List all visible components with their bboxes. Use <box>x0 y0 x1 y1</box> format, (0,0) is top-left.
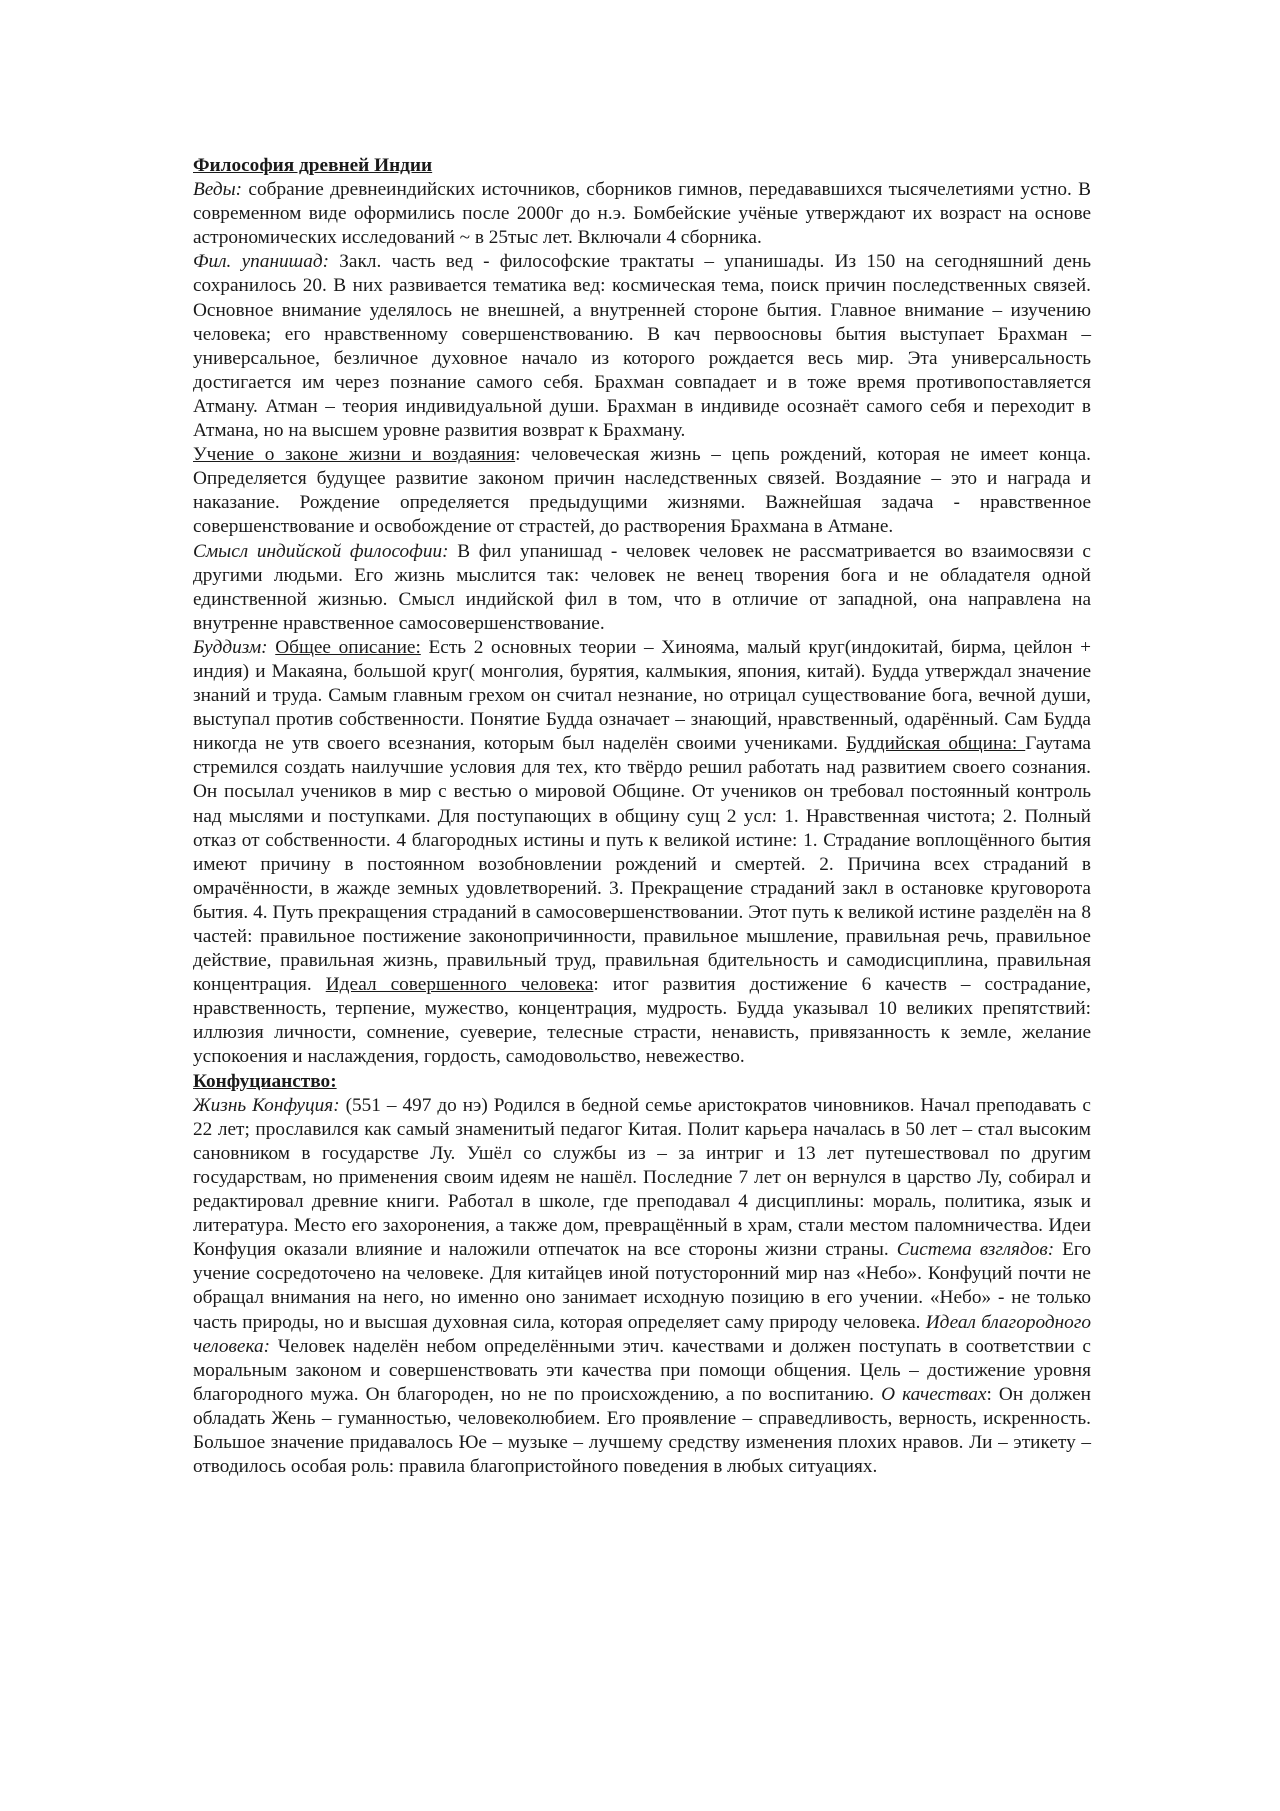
text-run: : итог развития достижение 6 качеств – сострадание, нравственность, терпение, мужество, концентрация, мудрость. Будда указывал 10 великих препятствий: иллюзия личности, сомнение, суеверие, телесные страсти, ненависть, привязанность к земле, желание успокоения и наслаждения, гордость, самодовольство, невежество. <box>193 974 1092 1068</box>
paragraph <box>193 1094 1091 1480</box>
text-run: Человек наделён небом определёнными этич. качествами и должен поступать в соответствии с моральным законом и совершенствовать эти качества при помощи общения. Цель – достижение уровня благородного мужа. Он благороден, но не по происхождению, а по воспитанию. <box>193 1335 1091 1405</box>
paragraph <box>193 178 1091 250</box>
paragraph <box>193 1070 1091 1094</box>
styled-text-run: Жизнь Конфуция: <box>193 1094 340 1116</box>
styled-text-run: Буддизм: <box>193 636 268 658</box>
text-run: Закл. часть вед - философские трактаты – упанишады. Из 150 на сегодняшний день сохранилось 20. В них развивается тематика вед: космическая тема, поиск причин последственных связей. Основное внимание уделялось не внешней, а внутренней стороне бытия. Главное внимание – изучению человека; его нравственному совершенствованию. В кач первоосновы бытия выступает Брахман – универсальное, безличное духовное начало из которого рождается весь мир. Эта универсальность достигается им через познание самого себя. Брахман совпадает и в тоже время противопоставляется Атману. Атман – теория индивидуальной души. Брахман в индивиде осознаёт самого себя и переходит в Атмана, но на высшем уровне развития возврат к Брахману. <box>193 251 1091 442</box>
text-run: собрание древнеиндийских источников, сборников гимнов, передававшихся тысячелетиями устно. В современном виде оформились после 2000г до н.э. Бомбейские учёные утверждают их возраст на основе астрономических исследований ~ в 25тыс лет. Включали 4 сборника. <box>193 179 1091 249</box>
styled-text-run: Смысл индийской философии: <box>193 540 449 562</box>
styled-text-run: Фил. упанишад: <box>193 251 330 273</box>
text-run: (551 – 497 до нэ) Родился в бедной семье аристократов чиновников. Начал преподавать с 22 лет; прославился как самый знаменитый педагог Китая. Полит карьера началась в 50 лет – стал высоким сановником в государстве Лу. Ушёл со службы из – за интриг и 13 лет путешествовал по другим государствам, но применения своим идеям не нашёл. Последние 7 лет он вернулся в царство Лу, собирал и редактировал древние книги. Работал в школе, где преподавал 4 дисциплины: мораль, политика, язык и литература. Место его захоронения, а также дом, превращённый в храм, стали местом паломничества. Идеи Конфуция оказали влияние и наложили отпечаток на все стороны жизни страны. <box>193 1094 1091 1261</box>
styled-text-run: Идеал благородного человека: <box>193 1311 1091 1357</box>
paragraph <box>193 540 1091 636</box>
paragraph <box>193 443 1091 539</box>
styled-text-run: Общее описание: <box>275 636 421 658</box>
text-run: Его учение сосредоточено на человеке. Для китайцев иной потусторонний мир наз «Небо». Конфуций почти не обращал внимания на него, но именно оно занимает исходную позицию в его учении. «Небо» - не только часть природы, но и высшая духовная сила, которая определяет саму природу человека. <box>193 1239 1091 1333</box>
styled-text-run: Буддийская община: <box>845 733 1026 755</box>
text-run: : человеческая жизнь – цепь рождений, которая не имеет конца. Определяется будущее развитие законом причин наследственных связей. Воздаяние – это и награда и наказание. Рождение определяется предыдущими жизнями. Важнейшая задача - нравственное совершенствование и освобождение от страстей, до растворения Брахмана в Атмане. <box>193 444 1091 538</box>
paragraph <box>193 250 1091 443</box>
styled-text-run: Конфуцианство: <box>193 1070 337 1092</box>
text-run: : Он должен обладать Жень – гуманностью, человеколюбием. Его проявление – справедливость, верность, искренность. Большое значение придавалось Юе – музыке – лучшему средству изменения плохих нравов. Ли – этикету – отводилось особая роль: правила благопристойного поведения в любых ситуациях. <box>193 1383 1091 1478</box>
text-run: В фил упанишад - человек человек не рассматривается во взаимосвязи с другими людьми. Его жизнь мыслится так: человек не венец творения бога и не обладателя одной единственной жизнью. Смысл индийской фил в том, что в отличие от западной, она направлена на внутренне нравственное самосовершенствование. <box>193 540 1091 634</box>
styled-text-run: Учение о законе жизни и воздаяния <box>193 444 516 466</box>
text-run: Есть 2 основных теории – Хинояма, малый круг(индокитай, бирма, цейлон + индия) и Макаяна, большой круг( монголия, бурятия, калмыкия, япония, китай). Будда утверждал значение знаний и труда. Самым главным грехом он считал незнание, но отрицал существование бога, вечной души, выступал против собственности. Понятие Будда означает – знающий, нравственный, одарённый. Сам Будда никогда не утв своего всезнания, которым был наделён своими учениками. <box>193 636 1091 755</box>
styled-text-run: О качествах <box>881 1383 987 1405</box>
paragraph <box>193 636 1091 1070</box>
document-title: Философия древней Индии <box>193 155 433 176</box>
styled-text-run: Веды: <box>193 179 243 201</box>
document-body <box>193 178 1091 1479</box>
styled-text-run: Система взглядов: <box>896 1239 1055 1261</box>
document-page <box>193 154 1091 1479</box>
styled-text-run: Идеал совершенного человека <box>325 974 594 996</box>
text-run: Гаутама стремился создать наилучшие условия для тех, кто твёрдо решил работать над развитием своего сознания. Он посылал учеников в мир с вестью о мировой Общине. От учеников он требовал постоянный контроль над мыслями и поступками. Для поступающих в общину сущ 2 усл: 1. Нравственная чистота; 2. Полный отказ от собственности. 4 благородных истины и путь к великой истине: 1. Страдание воплощённого бытия имеют причину в постоянном возобновлении рождений и смертей. 2. Причина всех страданий в омрачённости, в жажде земных удовлетворений. 3. Прекращение страданий закл в остановке круговорота бытия. 4. Путь прекращения страданий в самосовершенствовании. Этот путь к великой истине разделён на 8 частей: правильное постижение законопричинности, правильное мышление, правильная речь, правильное действие, правильная жизнь, правильный труд, правильная бдительность и самодисциплина, правильная концентрация. <box>193 733 1091 996</box>
